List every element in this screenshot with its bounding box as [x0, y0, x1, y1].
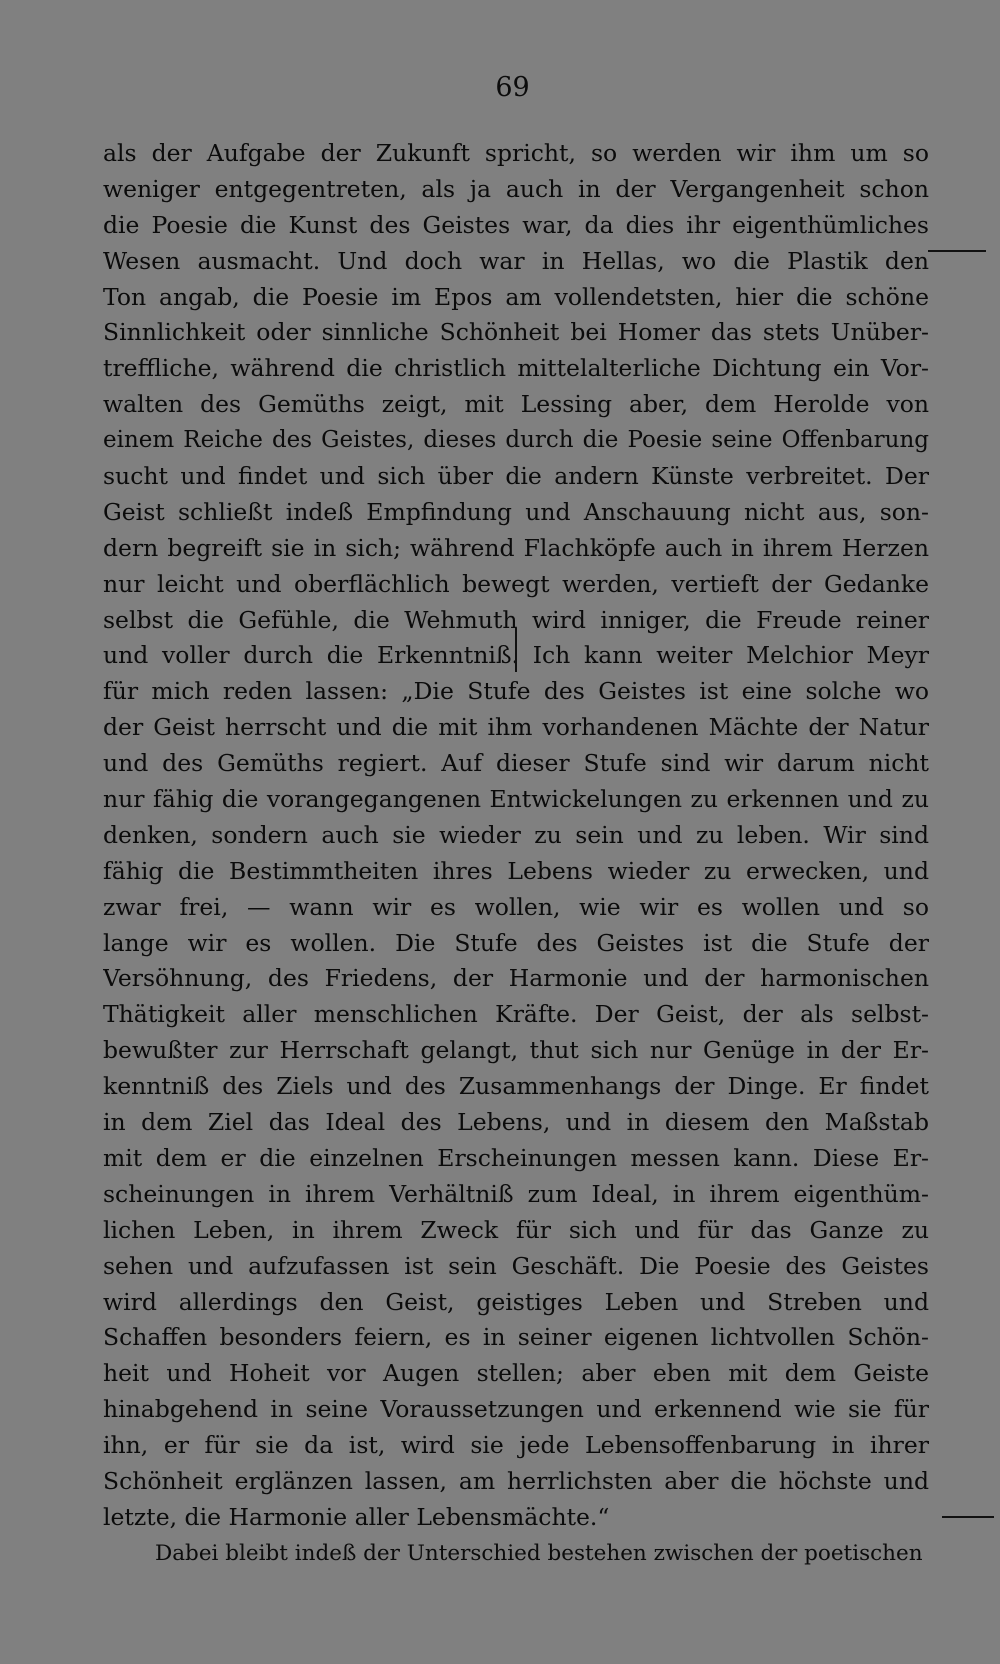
text-line: fähig die Bestimmtheiten ihres Lebens wieder zu erwecken, und: [103, 856, 929, 885]
text-line: in dem Ziel das Ideal des Lebens, und in diesem den Maßstab: [103, 1108, 929, 1137]
text-line: sehen und aufzufassen ist sein Geschäft. Die Poesie des Geistes: [103, 1251, 929, 1280]
text-line: Geist schließt indeß Empfindung und Anschauung nicht aus, son-: [103, 497, 929, 526]
text-line: treffliche, während die christlich mittelalterliche Dichtung ein Vor-: [103, 354, 929, 383]
text-line: Schaffen besonders feiern, es in seiner eigenen lichtvollen Schön-: [103, 1323, 929, 1352]
text-line: scheinungen in ihrem Verhältniß zum Ideal, in ihrem eigenthüm-: [103, 1179, 929, 1208]
text-line: ihn, er für sie da ist, wird sie jede Lebensoffenbarung in ihrer: [103, 1431, 929, 1460]
text-line: lange wir es wollen. Die Stufe des Geistes ist die Stufe der: [103, 928, 929, 957]
margin-mark-top: [928, 250, 986, 252]
text-line: Schönheit erglänzen lassen, am herrlichsten aber die höchste und: [103, 1466, 929, 1495]
text-line: als der Aufgabe der Zukunft spricht, so werden wir ihm um so: [103, 139, 929, 167]
text-line: einem Reiche des Geistes, dieses durch die Poesie seine Offenbarung: [103, 427, 929, 454]
text-line: walten des Gemüths zeigt, mit Lessing aber, dem Herolde von: [103, 390, 929, 419]
text-line: Dabei bleibt indeß der Unterschied bestehen zwischen der poetischen: [155, 1540, 923, 1566]
text-line: denken, sondern auch sie wieder zu sein und zu leben. Wir sind: [103, 820, 929, 849]
text-line: und voller durch die Erkenntniß. Ich kann weiter Melchior Meyr: [103, 641, 929, 670]
text-line: lichen Leben, in ihrem Zweck für sich und für das Ganze zu: [103, 1215, 929, 1244]
text-line: weniger entgegentreten, als ja auch in der Vergangenheit schon: [103, 174, 929, 203]
inline-insertion-mark: [515, 628, 517, 672]
text-line: nur fähig die vorangegangenen Entwickelungen zu erkennen und zu: [103, 785, 929, 814]
text-line: Sinnlichkeit oder sinnliche Schönheit bei Homer das stets Unüber-: [103, 318, 929, 347]
text-line: für mich reden lassen: „Die Stufe des Geistes ist eine solche wo: [103, 677, 929, 706]
text-line: hinabgehend in seine Voraussetzungen und erkennend wie sie für: [103, 1395, 929, 1424]
text-line: wird allerdings den Geist, geistiges Leben und Streben und: [103, 1287, 929, 1316]
text-line: heit und Hoheit vor Augen stellen; aber eben mit dem Geiste: [103, 1359, 929, 1388]
body-text: [103, 136, 929, 1572]
text-line: Ton angab, die Poesie im Epos am vollendetsten, hier die schöne: [103, 282, 929, 311]
text-line: Versöhnung, des Friedens, der Harmonie und der harmonischen: [103, 964, 929, 993]
text-line: letzte, die Harmonie aller Lebensmächte.“: [103, 1502, 610, 1531]
page-number: 69: [495, 72, 530, 103]
margin-mark-bottom: [942, 1516, 994, 1518]
text-line: Thätigkeit aller menschlichen Kräfte. Der Geist, der als selbst-: [103, 1000, 929, 1029]
text-line: mit dem er die einzelnen Erscheinungen messen kann. Diese Er-: [103, 1143, 929, 1172]
text-line: kenntniß des Ziels und des Zusammenhangs der Dinge. Er findet: [103, 1072, 929, 1101]
text-line: nur leicht und oberflächlich bewegt werden, vertieft der Gedanke: [103, 569, 929, 598]
text-line: selbst die Gefühle, die Wehmuth wird inniger, die Freude reiner: [103, 605, 929, 634]
text-line: Wesen ausmacht. Und doch war in Hellas, wo die Plastik den: [103, 246, 929, 275]
text-line: der Geist herrscht und die mit ihm vorhandenen Mächte der Natur: [103, 713, 929, 742]
text-line: die Poesie die Kunst des Geistes war, da dies ihr eigenthümliches: [103, 210, 929, 239]
text-line: zwar frei, — wann wir es wollen, wie wir es wollen und so: [103, 892, 929, 921]
text-line: und des Gemüths regiert. Auf dieser Stufe sind wir darum nicht: [103, 749, 929, 778]
text-line: dern begreift sie in sich; während Flachköpfe auch in ihrem Herzen: [103, 533, 929, 562]
text-line: sucht und findet und sich über die andern Künste verbreitet. Der: [103, 462, 929, 491]
text-line: bewußter zur Herrschaft gelangt, thut sich nur Genüge in der Er-: [103, 1036, 929, 1065]
